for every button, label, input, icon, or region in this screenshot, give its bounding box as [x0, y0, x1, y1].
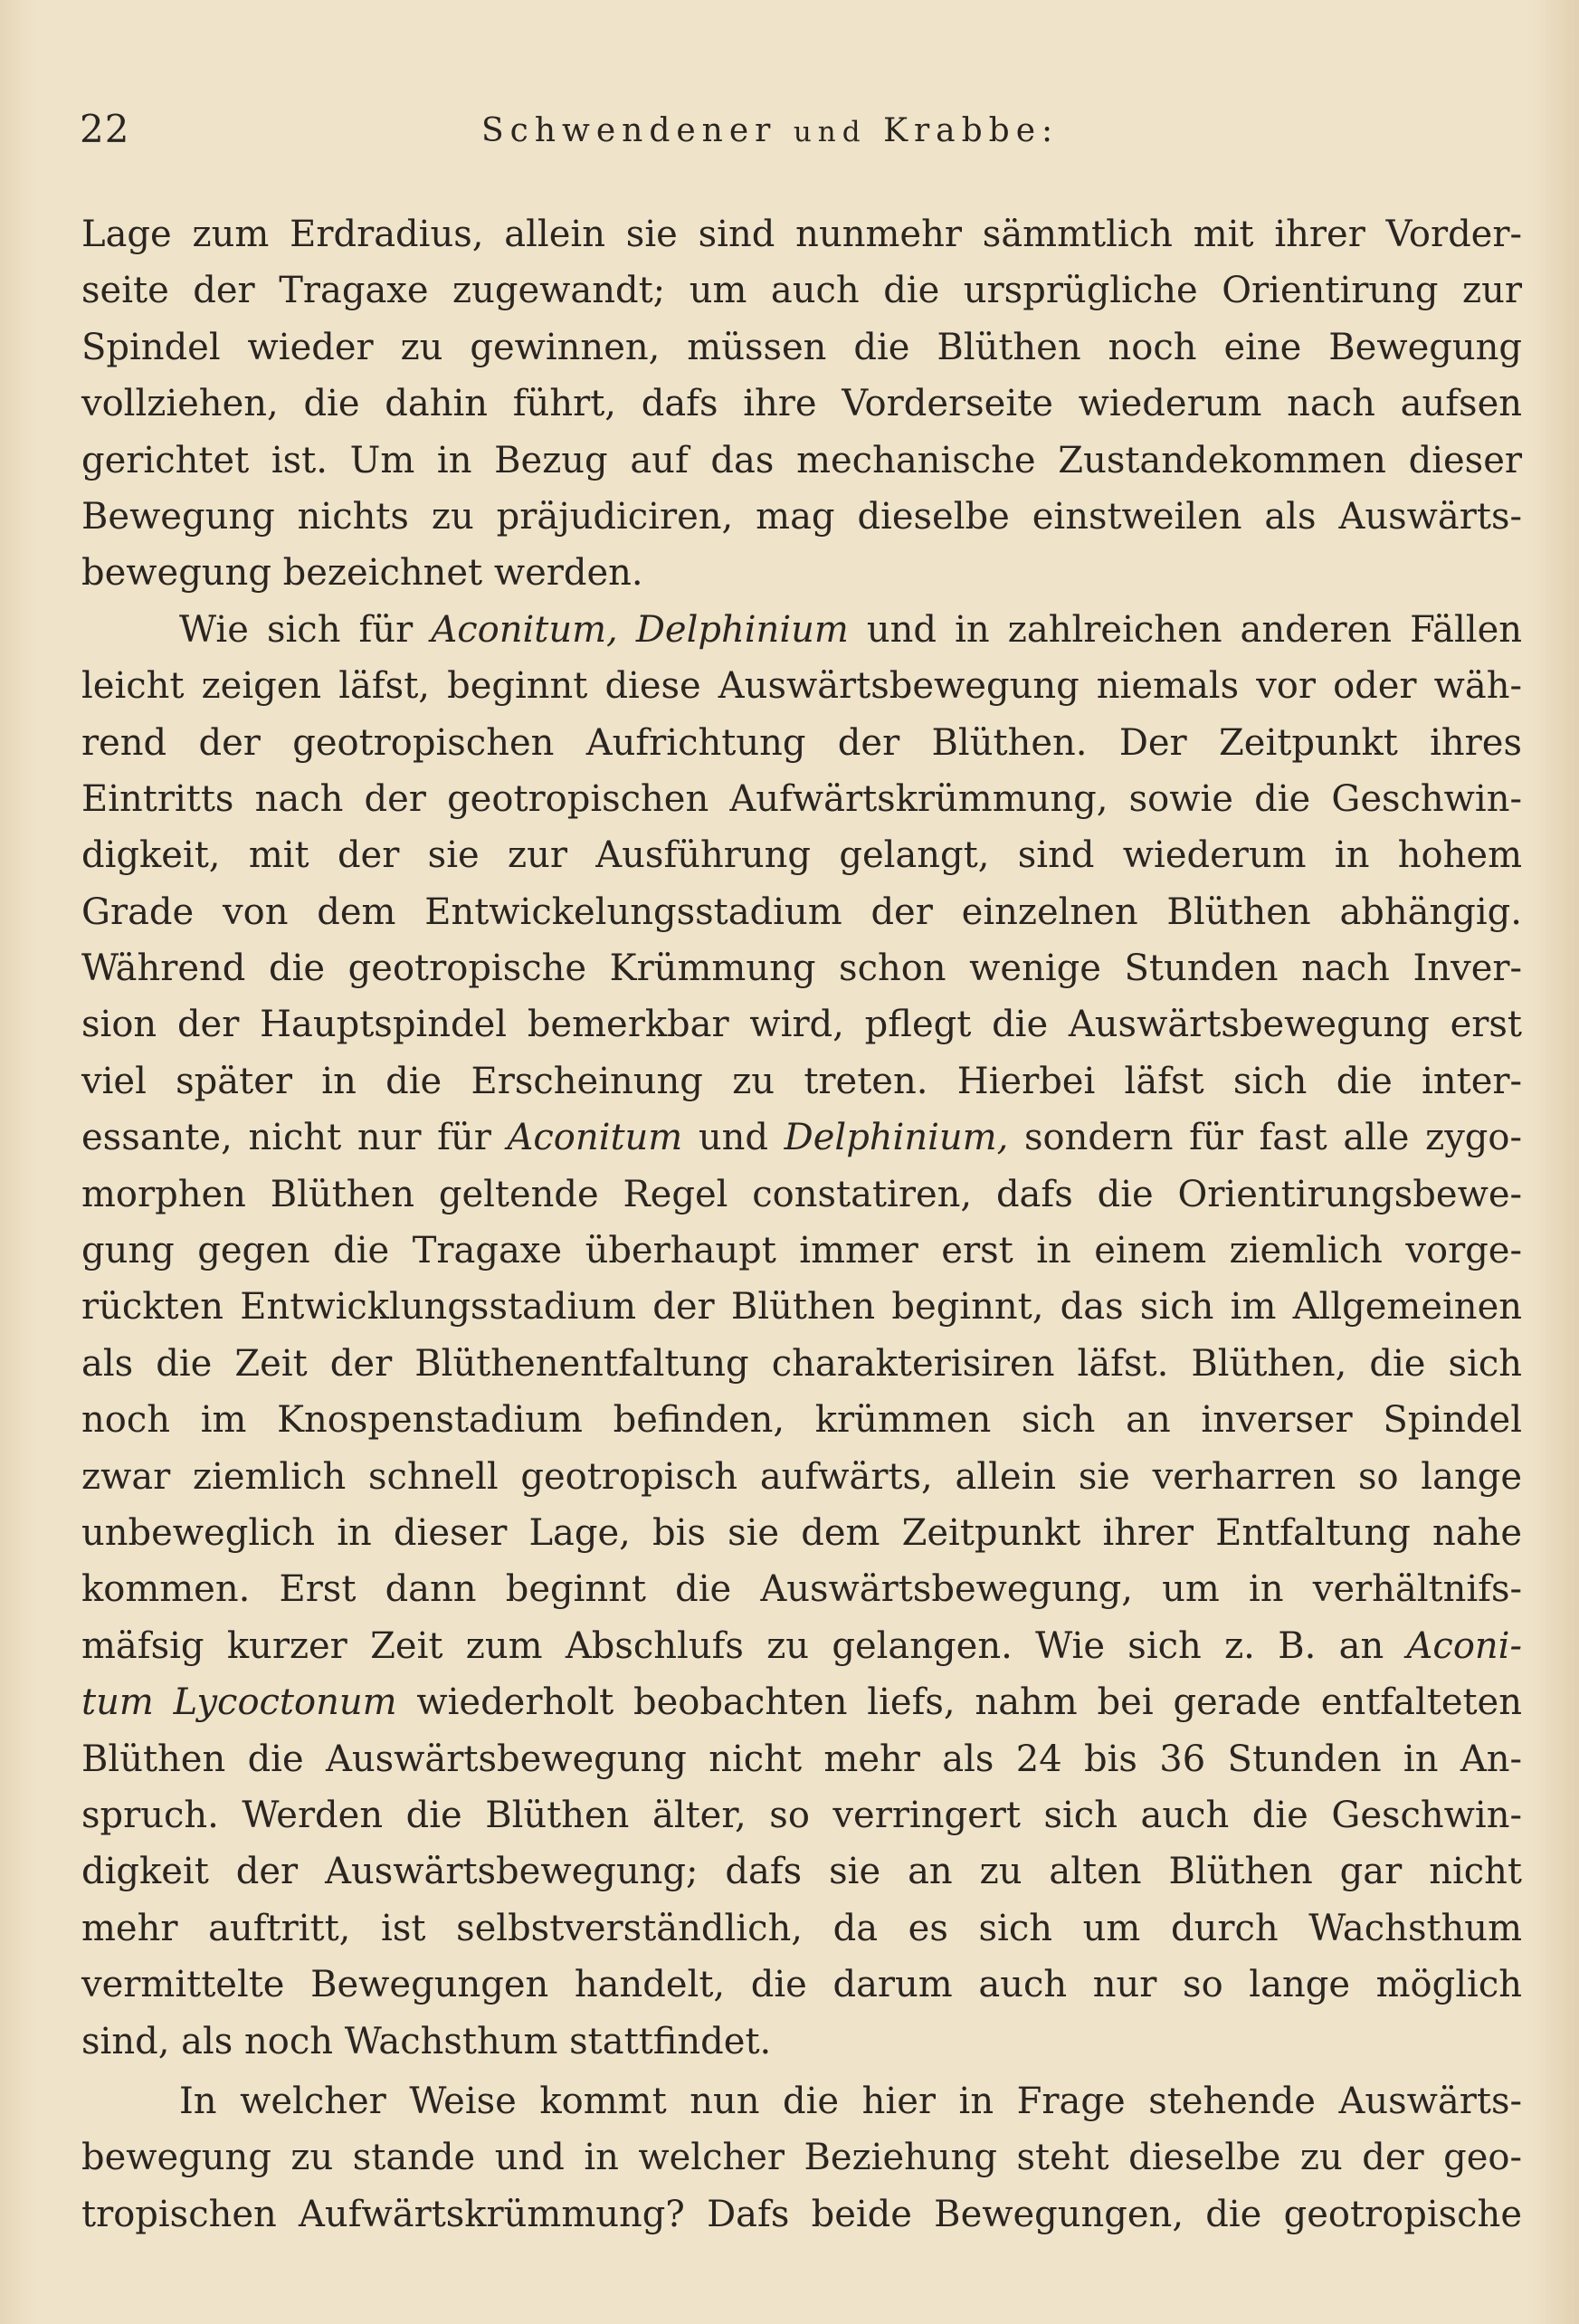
text-line — [81, 1618, 1522, 1674]
text-line: Blüthen die Auswärtsbewegung nicht mehr als 24 bis 36 Stunden in An- — [81, 1738, 1522, 1780]
text-span: Wie sich für — [179, 608, 432, 651]
text-span: essante, nicht nur für — [81, 1117, 508, 1159]
text-line: zwar ziemlich schnell geotropisch aufwärts, allein sie verharren so lange — [81, 1455, 1522, 1498]
running-head-author-2: Krabbe: — [883, 112, 1060, 149]
text-line: Spindel wieder zu gewinnen, müssen die Blüthen noch eine Bewegung — [81, 326, 1522, 368]
text-line: als die Zeit der Blüthenentfaltung charakterisiren läfst. Blüthen, die sich — [81, 1342, 1522, 1385]
page-header — [80, 107, 1524, 161]
text-line: tropischen Aufwärtskrümmung? Dafs beide Bewegungen, die geotropische — [81, 2193, 1522, 2235]
text-line: Bewegung nichts zu präjudiciren, mag dieselbe einstweilen als Auswärts- — [81, 495, 1522, 538]
text-line — [81, 1110, 1522, 1166]
text-line: seite der Tragaxe zugewandt; um auch die ursprügliche Orientirung zur — [81, 270, 1522, 312]
text-span: mäfsig kurzer Zeit zum Abschlufs zu gelangen. Wie sich z. B. an — [81, 1624, 1407, 1667]
text-line: vermittelte Bewegungen handelt, die darum auch nur so lange möglich — [81, 1964, 1522, 2006]
italic-genus: Delphinium, — [784, 1117, 1009, 1159]
text-line: Grade von dem Entwickelungsstadium der einzelnen Blüthen abhängig. — [81, 891, 1522, 933]
running-head-und: und — [793, 116, 867, 148]
text-line: vollziehen, die dahin führt, dafs ihre Vorderseite wiederum nach aufsen — [81, 383, 1522, 425]
text-span: wiederholt beobachten liefs, nahm bei gerade entfalteten — [396, 1681, 1522, 1724]
italic-genus: Aconitum — [507, 1117, 683, 1159]
italic-genus: Aconi- — [1406, 1624, 1522, 1667]
text-line — [81, 602, 1522, 658]
italic-genus: Aconitum, Delphinium — [431, 608, 849, 651]
running-head-author-1: Schwendener — [481, 112, 777, 149]
text-line: In welcher Weise kommt nun die hier in Frage stehende Auswärts- — [179, 2080, 1522, 2122]
text-line: viel später in die Erscheinung zu treten. Hierbei läfst sich die inter- — [81, 1060, 1522, 1102]
text-line: unbeweglich in dieser Lage, bis sie dem Zeitpunkt ihrer Entfaltung nahe — [81, 1511, 1522, 1554]
text-line: sind, als noch Wachsthum stattfindet. — [81, 2020, 772, 2062]
text-span: und — [682, 1117, 785, 1159]
text-line: spruch. Werden die Blüthen älter, so verringert sich auch die Geschwin- — [81, 1794, 1522, 1836]
page-number: 22 — [80, 107, 130, 151]
italic-genus: tum Lycoctonum — [81, 1681, 397, 1724]
text-line: noch im Knospenstadium befinden, krümmen sich an inverser Spindel — [81, 1399, 1522, 1442]
text-line: Während die geotropische Krümmung schon wenige Stunden nach Inver- — [81, 948, 1522, 990]
text-line: digkeit der Auswärtsbewegung; dafs sie an zu alten Blüthen gar nicht — [81, 1851, 1522, 1893]
text-line: gung gegen die Tragaxe überhaupt immer erst in einem ziemlich vorge- — [81, 1230, 1522, 1272]
text-line: morphen Blüthen geltende Regel constatiren, dafs die Orientirungsbewe- — [81, 1173, 1522, 1215]
text-line: bewegung bezeichnet werden. — [81, 552, 643, 595]
text-span: sondern für fast alle zygo- — [1008, 1117, 1523, 1159]
text-line: rend der geotropischen Aufrichtung der Blüthen. Der Zeitpunkt ihres — [81, 721, 1522, 764]
text-line: gerichtet ist. Um in Bezug auf das mechanische Zustandekommen dieser — [81, 439, 1522, 481]
text-line — [81, 1674, 1522, 1730]
text-line: leicht zeigen läfst, beginnt diese Auswärtsbewegung niemals vor oder wäh- — [81, 665, 1522, 708]
text-line: sion der Hauptspindel bemerkbar wird, pflegt die Auswärtsbewegung erst — [81, 1004, 1522, 1046]
running-head — [481, 112, 1059, 149]
text-line: kommen. Erst dann beginnt die Auswärtsbewegung, um in verhältnifs- — [81, 1568, 1522, 1611]
text-line: digkeit, mit der sie zur Ausführung gelangt, sind wiederum in hohem — [81, 834, 1522, 877]
text-line: Lage zum Erdradius, allein sie sind nunmehr sämmtlich mit ihrer Vorder- — [81, 214, 1522, 255]
text-line: Eintritts nach der geotropischen Aufwärtskrümmung, sowie die Geschwin- — [81, 777, 1522, 820]
text-span: und in zahlreichen anderen Fällen — [848, 608, 1523, 651]
text-line: mehr auftritt, ist selbstverständlich, da es sich um durch Wachsthum — [81, 1907, 1522, 1949]
body-text — [81, 206, 1522, 2243]
text-line: bewegung zu stande und in welcher Beziehung steht dieselbe zu der geo- — [81, 2137, 1522, 2179]
text-line: rückten Entwicklungsstadium der Blüthen beginnt, das sich im Allgemeinen — [81, 1286, 1522, 1329]
